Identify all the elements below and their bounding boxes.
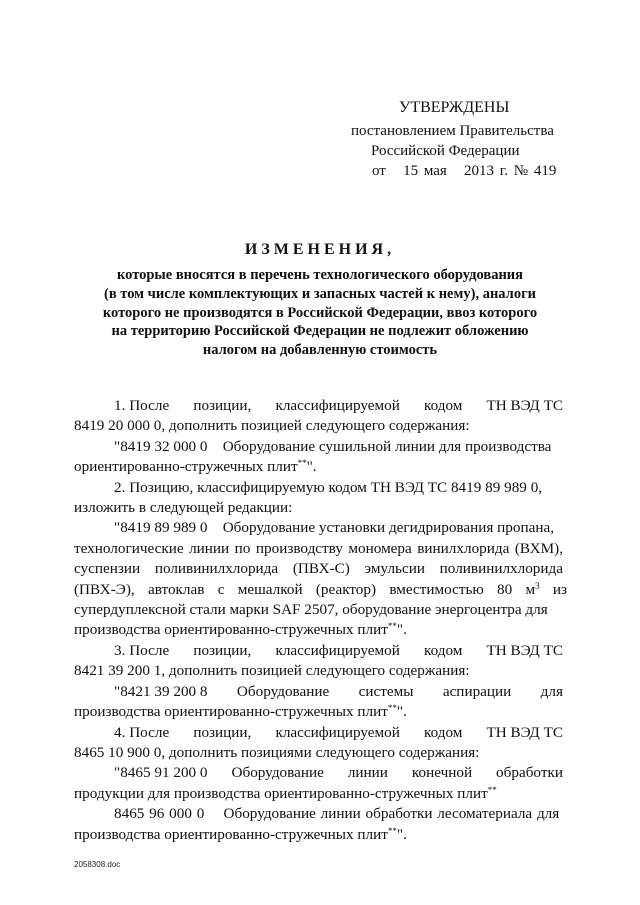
- item-1-quote: [74, 457, 563, 477]
- word: классифицируемой: [275, 723, 400, 741]
- approval-line: постановлением Правительства: [351, 123, 554, 139]
- subtitle-line: которые вносятся в перечень технологического оборудования: [116, 267, 524, 283]
- item-2-quote: технологические линии по производству мономера винилхлорида (ВХМ),: [74, 539, 563, 557]
- quote-text: производства ориентированно-стружечных плит: [74, 825, 388, 843]
- word: 3. После: [114, 641, 170, 659]
- subtitle-line: (в том числе комплектующих и запасных частей к нему), аналоги: [103, 285, 537, 302]
- word: классифицируемой: [275, 397, 400, 414]
- word: ТН ВЭД ТС: [486, 397, 563, 414]
- word: конечной: [411, 764, 473, 782]
- item-2-quote: [74, 620, 563, 640]
- word: Оборудование: [231, 764, 324, 782]
- footnote-mark: **: [297, 458, 307, 469]
- word: Оборудование: [236, 682, 330, 700]
- word: кодом: [423, 723, 463, 741]
- document-title: ИЗМЕНЕНИЯ,: [244, 241, 396, 258]
- document-body: [74, 396, 568, 845]
- item-4-quote: 8465 96 000 0 Оборудование линии обработки лесоматериала для: [114, 805, 560, 823]
- word: 4. После: [114, 723, 170, 741]
- item-2-line: 2. Позицию, классифицируемую кодом ТН ВЭД ТС 8419 89 989 0,: [114, 478, 543, 496]
- superscript: 3: [535, 580, 540, 591]
- item-2-line: изложить в следующей редакции:: [74, 499, 293, 517]
- item-3-line: 8421 39 200 1, дополнить позицией следующего содержания:: [74, 662, 470, 680]
- item-3-quote: [74, 702, 563, 722]
- footnote-mark: **: [387, 621, 397, 632]
- word: "8465 91 200 0: [114, 764, 208, 782]
- item-2-quote: суспензии поливинилхлорида (ПВХ-С) эмульсии поливинилхлорида: [74, 560, 563, 578]
- item-3-line: [74, 641, 563, 661]
- word: аспирации: [442, 682, 512, 700]
- footnote-mark: **: [487, 784, 497, 795]
- item-2-quote: супердуплексной стали марки SAF 2507, оборудование энергоцентра для: [74, 601, 548, 619]
- word: системы: [358, 682, 414, 700]
- word: позиции,: [193, 641, 252, 659]
- quote-end: ".: [396, 621, 407, 639]
- subtitle-line: на территорию Российской Федерации не подлежит обложению: [111, 323, 529, 340]
- quote-text: производства ориентированно-стружечных плит: [74, 621, 388, 639]
- subtitle-line: налогом на добавленную стоимость: [202, 342, 438, 359]
- word: обработки: [496, 764, 563, 782]
- word: позиции,: [193, 397, 252, 414]
- quote-text: из: [539, 580, 568, 598]
- word: классифицируемой: [275, 641, 400, 659]
- approval-heading: УТВЕРЖДЕНЫ: [399, 99, 510, 116]
- word: позиции,: [193, 723, 252, 741]
- word: "8421 39 200 8: [114, 682, 208, 700]
- item-2-quote: [74, 580, 568, 600]
- footnote-mark: **: [387, 825, 397, 836]
- quote-text: продукции для производства ориентированно-стружечных плит: [74, 784, 488, 802]
- quote-text: (ПВХ-Э), автоклав с мешалкой (реактор) вместимостью 80 м: [74, 580, 536, 598]
- word: ТН ВЭД ТС: [486, 641, 563, 659]
- word: кодом: [423, 397, 463, 414]
- item-2-quote: "8419 89 989 0 Оборудование установки дегидрирования пропана,: [114, 519, 555, 537]
- quote-end: ".: [396, 825, 407, 843]
- subtitle-line: которого не производятся в Российской Федерации, ввоз которого: [102, 304, 538, 321]
- footnote-mark: **: [387, 703, 397, 714]
- item-4-line: [74, 723, 563, 743]
- item-4-line: 8465 10 900 0, дополнить позициями следующего содержания:: [74, 743, 480, 761]
- item-4-quote: [74, 784, 563, 804]
- item-1-quote: "8419 32 000 0 Оборудование сушильной линии для производства: [114, 437, 552, 455]
- word: для: [540, 682, 563, 700]
- item-4-quote: [74, 763, 563, 783]
- item-4-quote: [74, 825, 563, 845]
- approval-line: Российской Федерации: [371, 143, 520, 159]
- quote-text: ориентированно-стружечных плит: [74, 458, 298, 476]
- approval-date: от 15 мая 2013 г. № 419: [372, 163, 557, 179]
- document-subtitle: [80, 266, 560, 360]
- word: линии: [347, 764, 388, 782]
- word: 1. После: [114, 397, 170, 414]
- quote-text: производства ориентированно-стружечных плит: [74, 703, 388, 721]
- quote-end: ".: [396, 703, 407, 721]
- word: ТН ВЭД ТС: [486, 723, 563, 741]
- item-1-line: [74, 396, 563, 416]
- item-3-quote: [74, 682, 563, 702]
- file-name-footer: 2058308.doc: [74, 860, 121, 869]
- quote-end: ".: [306, 458, 317, 476]
- item-1-line: 8419 20 000 0, дополнить позицией следующего содержания:: [74, 417, 470, 435]
- word: кодом: [423, 641, 463, 659]
